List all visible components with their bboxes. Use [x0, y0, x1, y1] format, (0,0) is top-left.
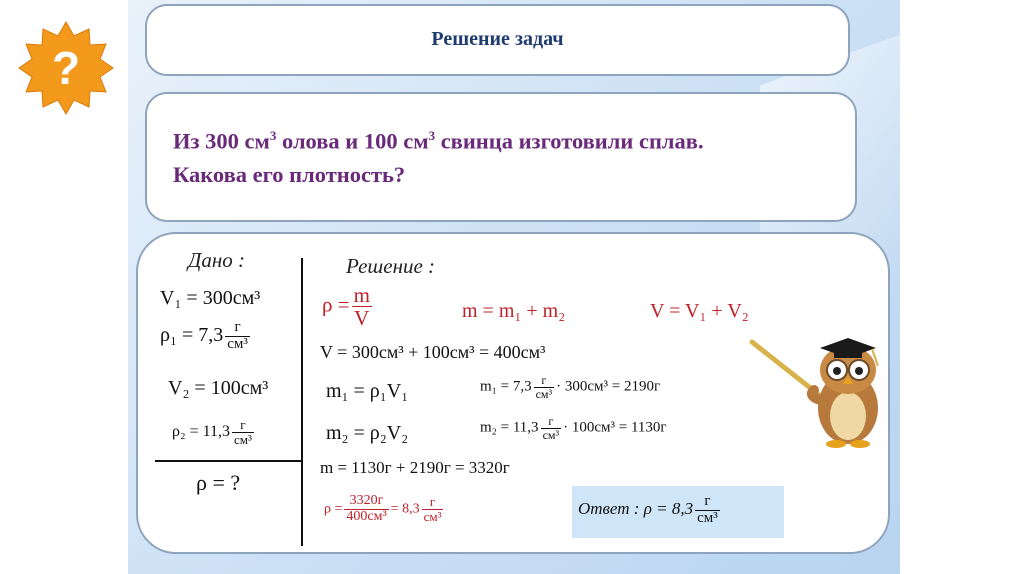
divider-vertical	[301, 258, 303, 546]
total-mass-calc: m = 1130г + 2190г = 3320г	[320, 458, 510, 477]
given-v2: V₂ = 100см³	[168, 377, 269, 399]
given-rho1: ρ₁ = 7,3 $\frac{г}{\text{см³}}$	[160, 319, 248, 352]
page-title: Решение задач	[431, 28, 564, 50]
volume-calc: V = 300см³ + 100см³ = 400см³	[320, 342, 546, 362]
given-find: ρ = ?	[196, 470, 241, 495]
answer: Ответ : ρ = 8,3 $\frac{г}{\text{см³}}$	[578, 493, 718, 526]
m1-formula: m₁ = ρ₁V₁	[326, 380, 409, 402]
m2-formula: m₂ = ρ₂V₂	[326, 422, 409, 444]
mass-sum: m = m₁ + m₂	[462, 300, 566, 322]
m1-calc: m₁ = 7,3 $\frac{г}{\text{см³}}$ · 300см³ = 2190г	[480, 373, 661, 401]
owl-teacher-icon	[748, 320, 898, 450]
title-panel	[145, 4, 850, 76]
density-definition: ρ = $\frac{m}{V}$	[322, 283, 370, 331]
task-line-2: Какова его плотность?	[173, 162, 406, 187]
given-v1: V₁ = 300см³	[160, 287, 261, 309]
task-panel	[145, 92, 857, 222]
density-calc: ρ = $\frac{3320г}{\text{400см³}}$ = 8,3 $\frac{г}{\text{см³}}$	[324, 493, 442, 524]
divider-horizontal	[155, 460, 302, 462]
question-badge-icon	[18, 20, 114, 116]
badge-symbol: ?	[51, 42, 81, 94]
given-rho2: ρ₂ = 11,3 $\frac{г}{\text{см³}}$	[172, 417, 252, 447]
task-line-1: Из 300 $см^3$ олова и 100 $см^3$ свинца изготовили сплав.	[173, 128, 704, 154]
given-label: Дано :	[188, 248, 246, 272]
solution-label: Решение :	[346, 254, 436, 278]
m2-calc: m₂ = 11,3 $\frac{г}{\text{см³}}$ · 100см³ = 1130г	[480, 414, 667, 442]
volume-sum: V = V₁ + V₂	[650, 300, 749, 322]
